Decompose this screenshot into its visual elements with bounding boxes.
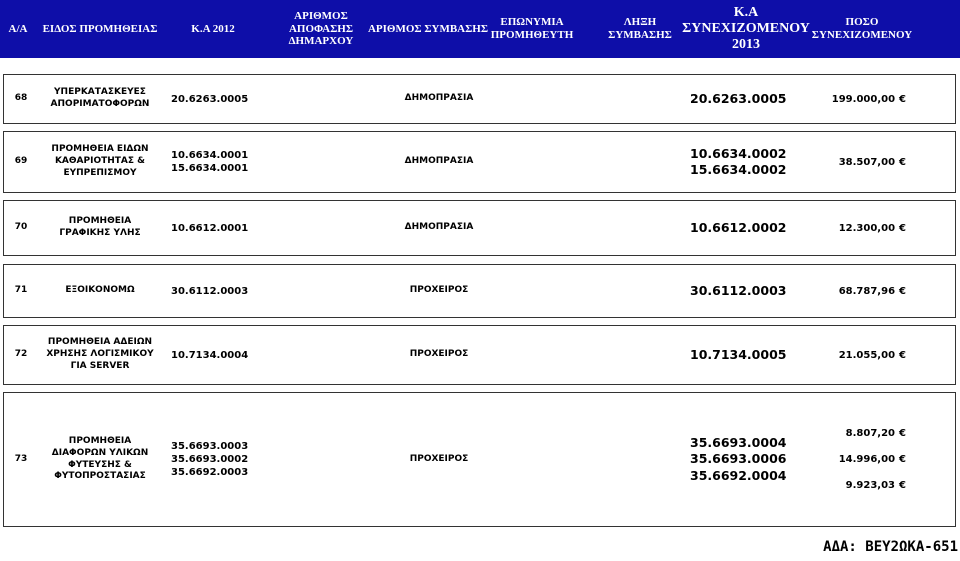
row-ka2013: 30.6112.0003: [690, 282, 787, 298]
poso-value: 38.507,00: [838, 156, 896, 168]
row-poso: [810, 132, 906, 192]
row-aa: 68: [14, 93, 28, 104]
row-ka2013: 35.6693.0004 35.6693.0006 35.6692.0004: [690, 435, 787, 483]
row-eidos: ΠΡΟΜΗΘΕΙΑ ΓΡΑΦΙΚΗΣ ΥΛΗΣ: [59, 216, 141, 238]
poso-value: 9.923,03: [845, 480, 896, 491]
euro-icon: €: [899, 156, 906, 168]
euro-icon: €: [899, 480, 906, 491]
header-arithmos-symvasis: ΑΡΙΘΜΟΣ ΣΥΜΒΑΣΗΣ: [367, 22, 489, 35]
row-eidos: ΠΡΟΜΗΘΕΙΑ ΕΙΔΩΝ ΚΑΘΑΡΙΟΤΗΤΑΣ & ΕΥΠΡΕΠΙΣΜΟΥ: [51, 144, 149, 178]
header-ka2013: Κ.Α ΣΥΝΕΧΙΖΟΜΕΝΟΥ 2013: [682, 4, 810, 53]
table-row: [3, 74, 956, 124]
euro-icon: €: [899, 93, 906, 105]
header-ka2012: Κ.Α 2012: [191, 22, 235, 35]
row-diadikasia: ΔΗΜΟΠΡΑΣΙΑ: [404, 222, 474, 233]
row-aa: 71: [14, 285, 28, 296]
table-row: [3, 131, 956, 193]
ada-code: ΑΔΑ: ΒΕΥ2ΩΚΑ-651: [823, 539, 958, 555]
row-poso: [810, 201, 906, 255]
poso-value: 199.000,00: [831, 93, 896, 105]
row-diadikasia: ΔΗΜΟΠΡΑΣΙΑ: [404, 93, 474, 104]
header-arithmos-apofasis: ΑΡΙΘΜΟΣ ΑΠΟΦΑΣΗΣ ΔΗΜΑΡΧΟΥ: [288, 10, 354, 48]
row-ka2013: 20.6263.0005: [690, 90, 787, 106]
euro-icon: €: [899, 454, 906, 465]
header-aa: Α/Α: [8, 22, 28, 35]
row-poso: [810, 393, 906, 526]
poso-value: 12.300,00: [838, 222, 896, 234]
row-ka2013: 10.6634.0002 15.6634.0002: [690, 145, 787, 177]
row-ka2012: 35.6693.0003 35.6693.0002 35.6692.0003: [171, 441, 249, 478]
table-header: [0, 0, 960, 58]
header-eponymia: ΕΠΩΝΥΜΙΑ ΠΡΟΜΗΘΕΥΤΗ: [490, 16, 574, 41]
poso-value: 68.787,96: [838, 285, 896, 297]
row-diadikasia: ΠΡΟΧΕΙΡΟΣ: [409, 349, 469, 360]
table-row: [3, 392, 956, 527]
row-ka2012: 10.7134.0004: [171, 349, 249, 361]
row-ka2013: 10.6612.0002: [690, 219, 787, 235]
row-poso: [810, 75, 906, 123]
row-aa: 70: [14, 222, 28, 233]
row-eidos: ΕΞΟΙΚΟΝΟΜΩ: [65, 285, 135, 296]
poso-value: 8.807,20: [845, 428, 896, 439]
euro-icon: €: [899, 428, 906, 439]
header-eidos: ΕΙΔΟΣ ΠΡΟΜΗΘΕΙΑΣ: [42, 22, 158, 35]
header-poso: ΠΟΣΟ ΣΥΝΕΧΙΖΟΜΕΝΟΥ: [811, 16, 913, 41]
row-ka2012: 20.6263.0005: [171, 93, 249, 105]
row-ka2012: 10.6612.0001: [171, 222, 249, 234]
row-diadikasia: ΔΗΜΟΠΡΑΣΙΑ: [404, 156, 474, 167]
row-poso: [810, 265, 906, 317]
table-row: [3, 325, 956, 385]
row-aa: 72: [14, 349, 28, 360]
euro-icon: €: [899, 285, 906, 297]
poso-value: 21.055,00: [838, 349, 896, 361]
header-lixi: ΛΗΞΗ ΣΥΜΒΑΣΗΣ: [608, 16, 672, 41]
row-aa: 73: [14, 453, 28, 464]
row-eidos: ΥΠΕΡΚΑΤΑΣΚΕΥΕΣ ΑΠΟΡΙΜΑΤΟΦΟΡΩΝ: [50, 87, 150, 109]
row-diadikasia: ΠΡΟΧΕΙΡΟΣ: [409, 285, 469, 296]
euro-icon: €: [899, 222, 906, 234]
row-eidos: ΠΡΟΜΗΘΕΙΑ ΔΙΑΦΟΡΩΝ ΥΛΙΚΩΝ ΦΥΤΕΥΣΗΣ & ΦΥΤΟΠΡΟΣΤΑΣΙΑΣ: [51, 436, 149, 482]
euro-icon: €: [899, 349, 906, 361]
row-ka2013: 10.7134.0005: [690, 346, 787, 362]
row-eidos: ΠΡΟΜΗΘΕΙΑ ΑΔΕΙΩΝ ΧΡΗΣΗΣ ΛΟΓΙΣΜΙΚΟΥ ΓΙΑ SERVER: [46, 337, 154, 371]
row-poso: [810, 326, 906, 384]
row-ka2012: 30.6112.0003: [171, 285, 249, 297]
row-ka2012: 10.6634.0001 15.6634.0001: [171, 150, 249, 174]
table-row: [3, 200, 956, 256]
table-row: [3, 264, 956, 318]
row-aa: 69: [14, 156, 28, 167]
row-diadikasia: ΠΡΟΧΕΙΡΟΣ: [409, 453, 469, 464]
poso-value: 14.996,00: [838, 454, 896, 465]
